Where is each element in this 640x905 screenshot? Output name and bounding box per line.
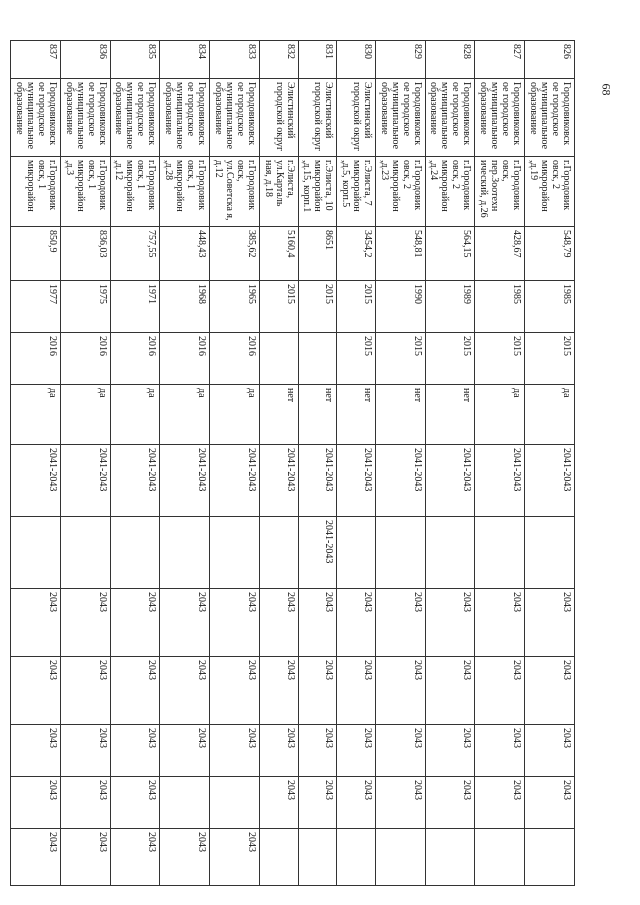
year-col-3-cell: 2043 <box>525 725 575 777</box>
row-number: 828 <box>425 41 475 79</box>
row-number: 830 <box>337 41 376 79</box>
year-col-5-cell: 2043 <box>160 829 210 886</box>
year-col-1-cell: 2043 <box>110 589 160 657</box>
period-cell: 2041-2043 <box>260 445 299 517</box>
page-number: 68 <box>599 83 614 96</box>
period-cell: 2041-2043 <box>298 445 337 517</box>
area-cell: 5160,4 <box>260 227 299 281</box>
year-col-2-cell: 2043 <box>475 657 525 725</box>
period-2-cell: 2041-2043 <box>298 517 337 589</box>
table-row <box>11 41 61 886</box>
table-row <box>110 41 160 886</box>
year-col-3-cell: 2043 <box>110 725 160 777</box>
row-number: 834 <box>160 41 210 79</box>
table-row <box>475 41 525 886</box>
address-cell: г.Городовик овск, 2 микрорайон ,д.24 <box>425 157 475 227</box>
area-cell: 850,9 <box>11 227 61 281</box>
year-col-2-cell: 2043 <box>375 657 425 725</box>
row-number: 837 <box>11 41 61 79</box>
year-cell: 2015 <box>375 333 425 385</box>
row-number: 833 <box>210 41 260 79</box>
year-col-1-cell: 2043 <box>210 589 260 657</box>
year-col-1-cell: 2043 <box>475 589 525 657</box>
year-col-2-cell: 2043 <box>210 657 260 725</box>
municipality-cell: Городовиковск ое городское муниципальное образование <box>525 79 575 157</box>
year-col-5-cell: 2043 <box>210 829 260 886</box>
period-2-cell <box>260 517 299 589</box>
year-col-2-cell: 2043 <box>525 657 575 725</box>
municipality-cell: Элистинский городской округ <box>298 79 337 157</box>
year-col-3-cell: 2043 <box>475 725 525 777</box>
built-year-cell: 1975 <box>60 281 110 333</box>
row-number: 831 <box>298 41 337 79</box>
address-cell: г.Городовик овск, ул.Советска я, д.12 <box>210 157 260 227</box>
year-cell: 2015 <box>525 333 575 385</box>
year-col-4-cell: 2043 <box>475 777 525 829</box>
table-row <box>375 41 425 886</box>
year-col-3-cell: 2043 <box>210 725 260 777</box>
period-2-cell <box>60 517 110 589</box>
period-2-cell <box>525 517 575 589</box>
year-col-5-cell <box>337 829 376 886</box>
built-year-cell: 1989 <box>425 281 475 333</box>
year-col-1-cell: 2043 <box>337 589 376 657</box>
year-col-4-cell <box>160 777 210 829</box>
built-year-cell: 1968 <box>160 281 210 333</box>
year-col-5-cell <box>260 829 299 886</box>
period-cell: 2041-2043 <box>337 445 376 517</box>
municipality-cell: Городовиковск ое городское муниципальное образование <box>475 79 525 157</box>
built-year-cell: 1985 <box>525 281 575 333</box>
table-row <box>337 41 376 886</box>
table-row <box>525 41 575 886</box>
year-col-1-cell: 2043 <box>525 589 575 657</box>
flag-cell: нет <box>298 385 337 445</box>
period-cell: 2041-2043 <box>110 445 160 517</box>
table-row <box>210 41 260 886</box>
address-cell: г.Городовик овск, 1 микрорайон ,д.28 <box>160 157 210 227</box>
period-cell: 2041-2043 <box>210 445 260 517</box>
period-cell: 2041-2043 <box>525 445 575 517</box>
housing-register-table <box>10 40 575 886</box>
year-col-3-cell: 2043 <box>425 725 475 777</box>
area-cell: 548,79 <box>525 227 575 281</box>
year-col-3-cell: 2043 <box>375 725 425 777</box>
area-cell: 8651 <box>298 227 337 281</box>
built-year-cell: 1965 <box>210 281 260 333</box>
year-col-5-cell <box>525 829 575 886</box>
year-col-2-cell: 2043 <box>425 657 475 725</box>
year-col-3-cell: 2043 <box>11 725 61 777</box>
address-cell: г.Городовик овск, 1 микрорайон ,д.12 <box>110 157 160 227</box>
address-cell: г.Городовик овск, 2 микрорайон ,д.23 <box>375 157 425 227</box>
year-col-2-cell: 2043 <box>110 657 160 725</box>
year-col-4-cell: 2043 <box>298 777 337 829</box>
year-col-3-cell: 2043 <box>160 725 210 777</box>
municipality-cell: Городовиковск ое городское муниципальное образование <box>11 79 61 157</box>
year-col-4-cell: 2043 <box>260 777 299 829</box>
year-col-5-cell: 2043 <box>110 829 160 886</box>
period-2-cell <box>210 517 260 589</box>
year-col-3-cell: 2043 <box>337 725 376 777</box>
address-cell: г.Элиста, ул.Карталь ная, д.18 <box>260 157 299 227</box>
area-cell: 428,67 <box>475 227 525 281</box>
area-cell: 385,62 <box>210 227 260 281</box>
period-cell: 2041-2043 <box>375 445 425 517</box>
year-cell: 2015 <box>425 333 475 385</box>
area-cell: 836,03 <box>60 227 110 281</box>
year-col-1-cell: 2043 <box>11 589 61 657</box>
year-col-4-cell: 2043 <box>11 777 61 829</box>
year-col-3-cell: 2043 <box>260 725 299 777</box>
built-year-cell: 1971 <box>110 281 160 333</box>
flag-cell: нет <box>425 385 475 445</box>
row-number: 829 <box>375 41 425 79</box>
table-row <box>298 41 337 886</box>
year-cell: 2016 <box>110 333 160 385</box>
year-col-1-cell: 2043 <box>298 589 337 657</box>
year-col-2-cell: 2043 <box>60 657 110 725</box>
address-cell: г.Городовик овск, 2 микрорайон ,д.19 <box>525 157 575 227</box>
year-cell: 2015 <box>337 333 376 385</box>
row-number: 832 <box>260 41 299 79</box>
flag-cell: нет <box>375 385 425 445</box>
year-col-5-cell: 2043 <box>11 829 61 886</box>
flag-cell: да <box>60 385 110 445</box>
year-col-5-cell <box>425 829 475 886</box>
year-col-4-cell: 2043 <box>425 777 475 829</box>
period-cell: 2041-2043 <box>475 445 525 517</box>
period-cell: 2041-2043 <box>425 445 475 517</box>
municipality-cell: Городовиковск ое городское муниципальное образование <box>60 79 110 157</box>
year-col-4-cell: 2043 <box>375 777 425 829</box>
year-col-2-cell: 2043 <box>260 657 299 725</box>
flag-cell: да <box>210 385 260 445</box>
flag-cell: да <box>475 385 525 445</box>
address-cell: г.Городовик овск, 1 микрорайон <box>11 157 61 227</box>
period-2-cell <box>475 517 525 589</box>
municipality-cell: Городовиковск ое городское муниципальное образование <box>210 79 260 157</box>
year-col-5-cell <box>298 829 337 886</box>
year-col-1-cell: 2043 <box>425 589 475 657</box>
year-cell: 2016 <box>60 333 110 385</box>
table-row <box>60 41 110 886</box>
row-number: 826 <box>525 41 575 79</box>
period-2-cell <box>110 517 160 589</box>
area-cell: 3454,2 <box>337 227 376 281</box>
municipality-cell: Элистинский городской округ <box>260 79 299 157</box>
year-col-4-cell: 2043 <box>110 777 160 829</box>
rotated-table-container <box>10 40 575 875</box>
year-col-1-cell: 2043 <box>260 589 299 657</box>
table-row <box>260 41 299 886</box>
year-cell <box>260 333 299 385</box>
area-cell: 548,81 <box>375 227 425 281</box>
year-col-2-cell: 2043 <box>160 657 210 725</box>
row-number: 827 <box>475 41 525 79</box>
year-col-4-cell <box>210 777 260 829</box>
municipality-cell: Городовиковск ое городское муниципальное образование <box>425 79 475 157</box>
flag-cell: да <box>160 385 210 445</box>
municipality-cell: Городовиковск ое городское муниципальное образование <box>110 79 160 157</box>
period-2-cell <box>337 517 376 589</box>
flag-cell: да <box>525 385 575 445</box>
address-cell: г.Элиста, 7 микрорайон ,д.5, корп.5 <box>337 157 376 227</box>
year-col-5-cell: 2043 <box>60 829 110 886</box>
year-col-1-cell: 2043 <box>160 589 210 657</box>
year-col-4-cell: 2043 <box>525 777 575 829</box>
year-col-2-cell: 2043 <box>298 657 337 725</box>
period-2-cell <box>425 517 475 589</box>
period-cell: 2041-2043 <box>11 445 61 517</box>
flag-cell: да <box>110 385 160 445</box>
built-year-cell: 1990 <box>375 281 425 333</box>
period-2-cell <box>375 517 425 589</box>
built-year-cell: 2015 <box>337 281 376 333</box>
year-cell: 2016 <box>11 333 61 385</box>
year-col-3-cell: 2043 <box>60 725 110 777</box>
municipality-cell: Городовиковск ое городское муниципальное образование <box>160 79 210 157</box>
area-cell: 564,15 <box>425 227 475 281</box>
year-col-4-cell: 2043 <box>60 777 110 829</box>
period-2-cell <box>160 517 210 589</box>
municipality-cell: Городовиковск ое городское муниципальное образование <box>375 79 425 157</box>
flag-cell: нет <box>337 385 376 445</box>
year-col-2-cell: 2043 <box>337 657 376 725</box>
built-year-cell: 1977 <box>11 281 61 333</box>
year-col-5-cell <box>375 829 425 886</box>
period-cell: 2041-2043 <box>60 445 110 517</box>
municipality-cell: Элистинский городской округ <box>337 79 376 157</box>
year-col-5-cell <box>475 829 525 886</box>
year-col-4-cell: 2043 <box>337 777 376 829</box>
flag-cell: нет <box>260 385 299 445</box>
row-number: 835 <box>110 41 160 79</box>
year-col-1-cell: 2043 <box>60 589 110 657</box>
year-col-1-cell: 2043 <box>375 589 425 657</box>
year-cell: 2016 <box>210 333 260 385</box>
built-year-cell: 1985 <box>475 281 525 333</box>
area-cell: 757,55 <box>110 227 160 281</box>
built-year-cell: 2015 <box>260 281 299 333</box>
period-2-cell <box>11 517 61 589</box>
flag-cell: да <box>11 385 61 445</box>
year-col-2-cell: 2043 <box>11 657 61 725</box>
row-number: 836 <box>60 41 110 79</box>
table-row <box>160 41 210 886</box>
year-cell <box>298 333 337 385</box>
table-row <box>425 41 475 886</box>
address-cell: г.Элиста, 10 микрорайон ,д.15, корп.1 <box>298 157 337 227</box>
period-cell: 2041-2043 <box>160 445 210 517</box>
year-col-3-cell: 2043 <box>298 725 337 777</box>
table-body <box>11 41 575 886</box>
year-cell: 2016 <box>160 333 210 385</box>
area-cell: 448,43 <box>160 227 210 281</box>
year-cell: 2015 <box>475 333 525 385</box>
address-cell: г.Городовик овск, 1 микрорайон ,д.3 <box>60 157 110 227</box>
built-year-cell: 2015 <box>298 281 337 333</box>
address-cell: г.Городовик овск, пер.Зоотехн ический, д.26 <box>475 157 525 227</box>
